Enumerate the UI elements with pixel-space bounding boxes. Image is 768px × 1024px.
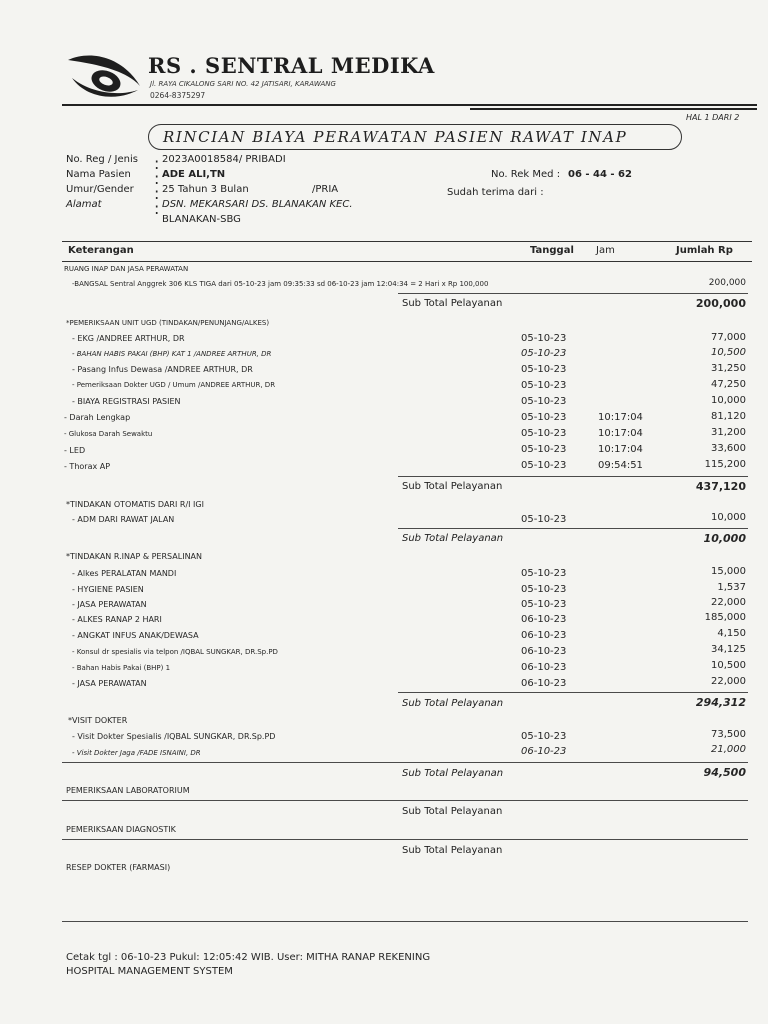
item-date: 05-10-23 xyxy=(521,380,567,391)
item-date: 05-10-23 xyxy=(521,460,567,471)
item-amount: 22,000 xyxy=(711,597,746,608)
item-amount: 73,500 xyxy=(711,729,746,740)
item-amount: 34,125 xyxy=(711,644,746,655)
item-date: 05-10-23 xyxy=(521,412,567,423)
subtotal-label: Sub Total Pelayanan xyxy=(402,845,503,856)
colon: : xyxy=(154,199,160,218)
item-time: 10:17:04 xyxy=(598,412,643,423)
colon: : xyxy=(154,184,160,203)
item-date: 05-10-23 xyxy=(521,396,567,407)
item-amount: 4,150 xyxy=(717,628,746,639)
page-label: HAL 1 DARI 2 xyxy=(686,113,740,122)
item-amount: 21,000 xyxy=(711,744,746,755)
medrec-label: No. Rek Med : xyxy=(491,169,561,180)
item-amount: 200,000 xyxy=(708,278,746,288)
subtotal-label: Sub Total Pelayanan xyxy=(402,768,504,779)
item-desc: - ALKES RANAP 2 HARI xyxy=(72,615,162,624)
item-desc: - Glukosa Darah Sewaktu xyxy=(64,430,153,438)
letterhead-rule-2 xyxy=(470,108,757,110)
document-title-box xyxy=(148,124,682,150)
item-date: 06-10-23 xyxy=(521,678,567,689)
col-description: Keterangan xyxy=(68,245,134,256)
item-desc: -BANGSAL Sentral Anggrek 306 KLS TIGA dari 05-10-23 jam 09:35:33 sd 06-10-23 jam 12:04:34 = 2 Hari x Rp 100,000 xyxy=(72,280,489,288)
item-date: 05-10-23 xyxy=(521,364,567,375)
footer-rule xyxy=(62,921,748,922)
col-date: Tanggal xyxy=(530,245,574,256)
subtotal-rule xyxy=(398,476,748,477)
subtotal-rule xyxy=(62,762,748,763)
item-desc: - Alkes PERALATAN MANDI xyxy=(72,569,177,578)
item-amount: 10,000 xyxy=(711,395,746,406)
subtotal-value: 437,120 xyxy=(695,480,746,493)
document-title: RINCIAN BIAYA PERAWATAN PASIEN RAWAT INAP xyxy=(163,128,628,146)
reg-label: No. Reg / Jenis xyxy=(66,154,138,165)
item-amount: 115,200 xyxy=(704,459,746,470)
item-desc: - JASA PERAWATAN xyxy=(72,679,147,688)
reg-value: 2023A0018584/ PRIBADI xyxy=(162,154,286,165)
subtotal-rule xyxy=(62,800,748,801)
received-label: Sudah terima dari : xyxy=(447,187,544,198)
hospital-address: Jl. RAYA CIKALONG SARI NO. 42 JATISARI, KARAWANG xyxy=(150,80,336,88)
subtotal-label: Sub Total Pelayanan xyxy=(402,698,504,709)
address-label: Alamat xyxy=(66,199,102,210)
item-desc: - BAHAN HABIS PAKAI (BHP) KAT 1 /ANDREE ARTHUR, DR xyxy=(72,350,272,358)
item-date: 06-10-23 xyxy=(521,746,567,757)
section-title: *TINDAKAN OTOMATIS DARI R/I IGI xyxy=(66,500,204,509)
item-amount: 1,537 xyxy=(717,582,746,593)
subtotal-label: Sub Total Pelayanan xyxy=(402,533,504,544)
subtotal-value: 294,312 xyxy=(695,696,746,709)
letterhead-rule xyxy=(62,104,757,106)
hospital-name: RS . SENTRAL MEDIKA xyxy=(148,53,435,78)
age-value: 25 Tahun 3 Bulan xyxy=(162,184,249,195)
item-date: 05-10-23 xyxy=(521,348,567,359)
subtotal-value: 94,500 xyxy=(703,766,746,779)
section-title: *TINDAKAN R.INAP & PERSALINAN xyxy=(66,552,203,561)
item-amount: 31,250 xyxy=(711,363,746,374)
subtotal-value: 10,000 xyxy=(703,532,746,545)
table-header xyxy=(62,241,752,262)
section-title: *PEMERIKSAAN UNIT UGD (TINDAKAN/PENUNJANG/ALKES) xyxy=(66,319,270,327)
section-title: PEMERIKSAAN DIAGNOSTIK xyxy=(66,825,176,834)
item-amount: 185,000 xyxy=(704,612,746,623)
item-date: 06-10-23 xyxy=(521,662,567,673)
item-desc: - Bahan Habis Pakai (BHP) 1 xyxy=(72,664,171,672)
item-amount: 81,120 xyxy=(711,411,746,422)
system-name: HOSPITAL MANAGEMENT SYSTEM xyxy=(66,966,233,977)
col-amount: Jumlah Rp xyxy=(676,245,733,256)
item-date: 06-10-23 xyxy=(521,614,567,625)
item-desc: - Pemeriksaan Dokter UGD / Umum /ANDREE ARTHUR, DR xyxy=(72,381,276,389)
section-title: RUANG INAP DAN JASA PERAWATAN xyxy=(64,265,189,273)
subtotal-label: Sub Total Pelayanan xyxy=(402,806,503,817)
subtotal-value: 200,000 xyxy=(695,297,746,310)
hospital-phone: 0264-8375297 xyxy=(150,91,206,100)
item-amount: 10,500 xyxy=(711,347,746,358)
item-date: 05-10-23 xyxy=(521,514,567,525)
item-desc: - Pasang Infus Dewasa /ANDREE ARTHUR, DR xyxy=(72,365,253,374)
item-date: 05-10-23 xyxy=(521,731,567,742)
address-line2: BLANAKAN-SBG xyxy=(162,214,241,225)
section-title: PEMERIKSAAN LABORATORIUM xyxy=(66,786,190,795)
gender-value: /PRIA xyxy=(312,184,339,195)
item-date: 05-10-23 xyxy=(521,333,567,344)
item-time: 09:54:51 xyxy=(598,460,643,471)
subtotal-rule xyxy=(398,692,748,693)
item-desc: - Visit Dokter Spesialis /IQBAL SUNGKAR, DR.Sp.PD xyxy=(72,732,276,741)
item-date: 05-10-23 xyxy=(521,444,567,455)
col-time: Jam xyxy=(596,245,615,256)
subtotal-rule xyxy=(398,293,748,294)
item-amount: 33,600 xyxy=(711,443,746,454)
colon: : xyxy=(154,169,160,188)
item-desc: - Darah Lengkap xyxy=(64,413,131,422)
address-line1: DSN. MEKARSARI DS. BLANAKAN KEC. xyxy=(162,199,353,210)
name-value: ADE ALI,TN xyxy=(162,169,226,180)
subtotal-label: Sub Total Pelayanan xyxy=(402,298,503,309)
item-amount: 10,000 xyxy=(711,512,746,523)
medrec-value: 06 - 44 - 62 xyxy=(568,169,632,180)
item-date: 05-10-23 xyxy=(521,568,567,579)
item-date: 05-10-23 xyxy=(521,428,567,439)
item-desc: - Visit Dokter Jaga /FADE ISNAINI, DR xyxy=(72,749,201,757)
item-date: 05-10-23 xyxy=(521,584,567,595)
item-desc: - ADM DARI RAWAT JALAN xyxy=(72,515,175,524)
item-desc: - HYGIENE PASIEN xyxy=(72,585,144,594)
section-title: *VISIT DOKTER xyxy=(68,716,128,725)
print-info: Cetak tgl : 06-10-23 Pukul: 12:05:42 WIB. User: MITHA RANAP REKENING xyxy=(66,952,431,963)
item-desc: - Thorax AP xyxy=(64,462,111,471)
item-desc: - EKG /ANDREE ARTHUR, DR xyxy=(72,334,185,343)
item-date: 05-10-23 xyxy=(521,599,567,610)
subtotal-rule xyxy=(62,839,748,840)
item-desc: - BIAYA REGISTRASI PASIEN xyxy=(72,397,181,406)
section-title: RESEP DOKTER (FARMASI) xyxy=(66,863,171,872)
age-label: Umur/Gender xyxy=(66,184,134,195)
item-desc: - ANGKAT INFUS ANAK/DEWASA xyxy=(72,631,199,640)
item-desc: - Konsul dr spesialis via telpon /IQBAL SUNGKAR, DR.Sp.PD xyxy=(72,648,278,656)
item-amount: 77,000 xyxy=(711,332,746,343)
subtotal-label: Sub Total Pelayanan xyxy=(402,481,503,492)
item-date: 06-10-23 xyxy=(521,646,567,657)
item-time: 10:17:04 xyxy=(598,428,643,439)
item-amount: 31,200 xyxy=(711,427,746,438)
colon: : xyxy=(154,154,160,173)
item-time: 10:17:04 xyxy=(598,444,643,455)
item-amount: 22,000 xyxy=(711,676,746,687)
item-amount: 15,000 xyxy=(711,566,746,577)
hospital-logo xyxy=(66,50,142,102)
item-desc: - JASA PERAWATAN xyxy=(72,600,147,609)
subtotal-rule xyxy=(398,528,748,529)
item-date: 06-10-23 xyxy=(521,630,567,641)
item-amount: 47,250 xyxy=(711,379,746,390)
item-desc: - LED xyxy=(64,446,86,455)
name-label: Nama Pasien xyxy=(66,169,131,180)
item-amount: 10,500 xyxy=(711,660,746,671)
